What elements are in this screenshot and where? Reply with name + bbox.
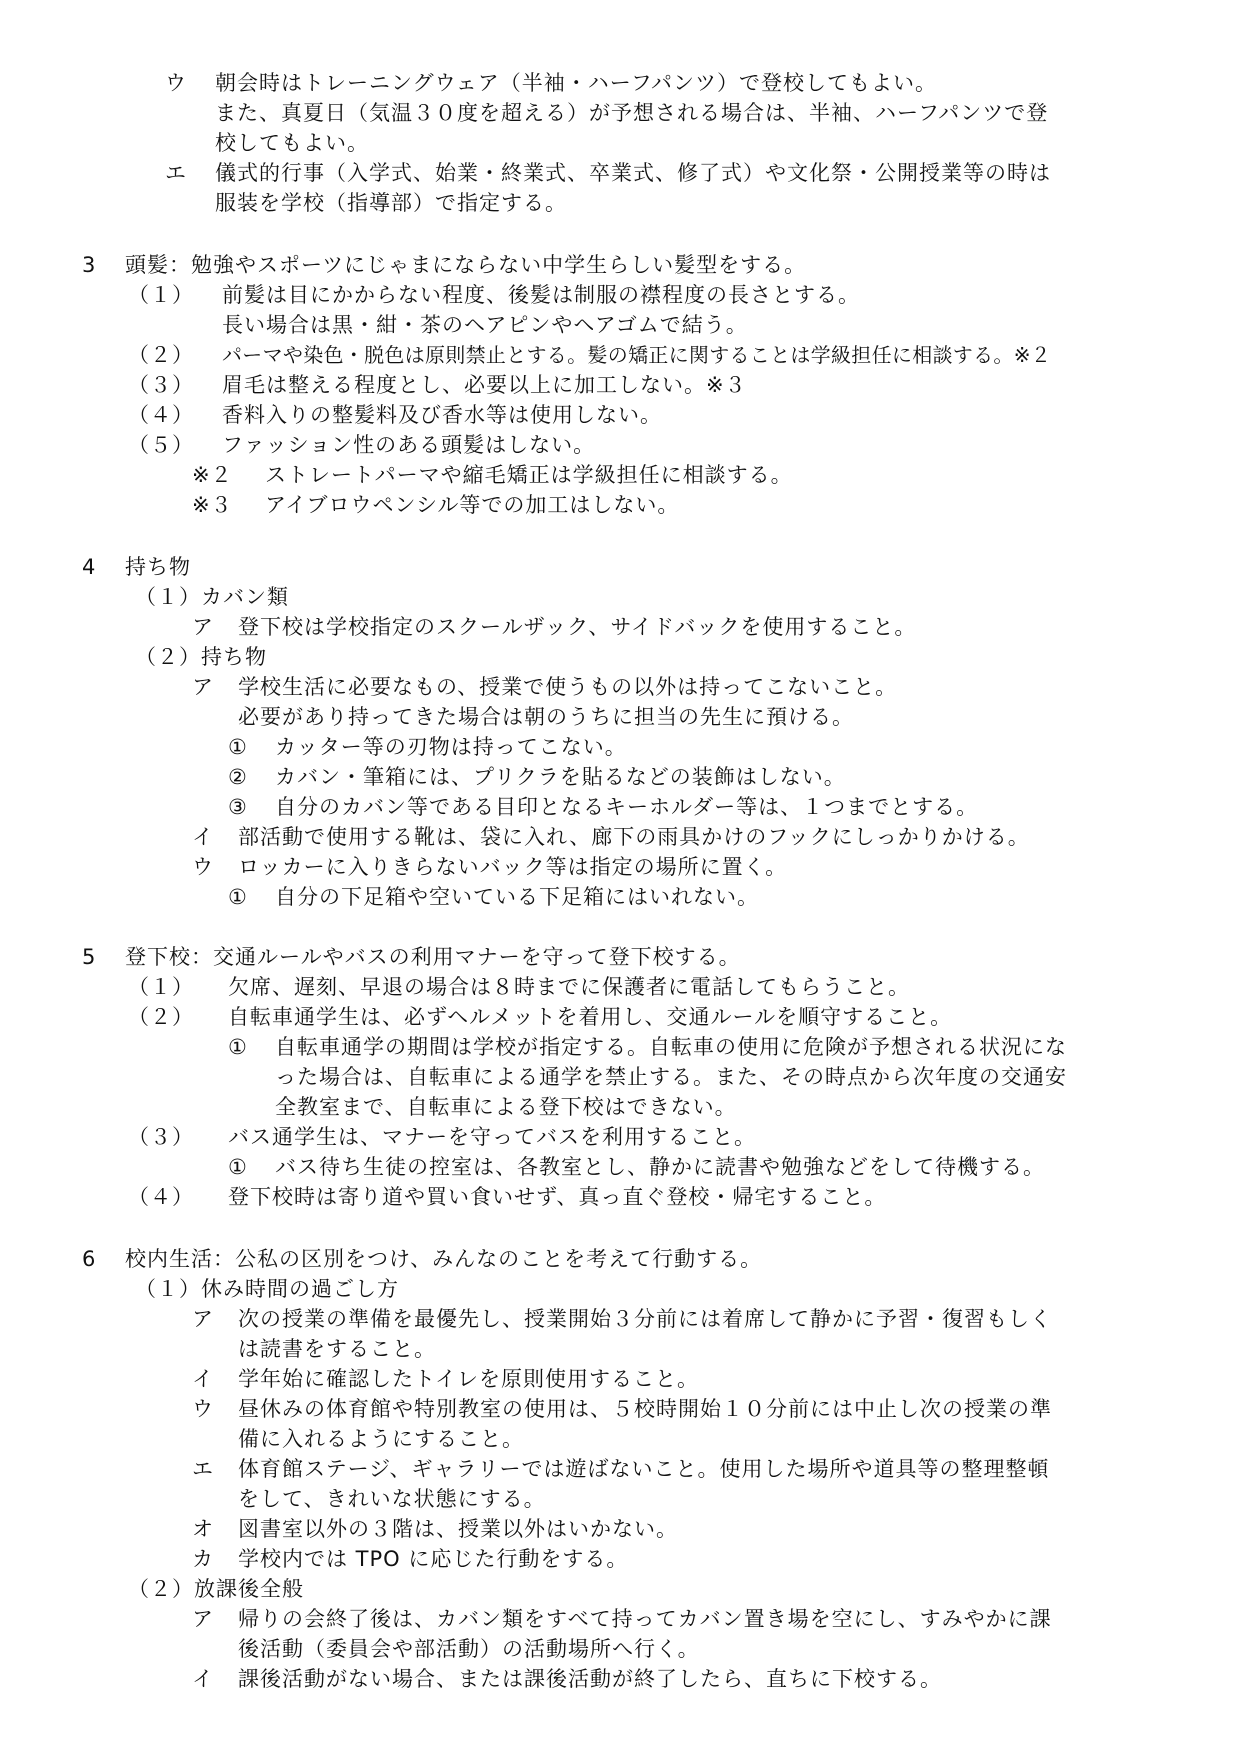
circled-marker: ① <box>228 1155 248 1179</box>
item-text-line: 次の授業の準備を最優先し、授業開始３分前には着席して静かに予習・復習もしく <box>238 1307 1052 1331</box>
item-marker: ア <box>192 1607 214 1631</box>
subsection-label: （２）持ち物 <box>135 645 267 669</box>
item-text: 学校内では TPO に応じた行動をする。 <box>238 1547 629 1571</box>
item-text: パーマや染色・脱色は原則禁止とする。髪の矯正に関することは学級担任に相談する。※２ <box>222 343 1052 367</box>
item-marker: ウ <box>192 1397 214 1421</box>
item-marker: イ <box>192 825 214 849</box>
item-marker: エ <box>192 1457 214 1481</box>
circled-marker: ① <box>228 885 248 909</box>
circled-marker: ③ <box>228 795 248 819</box>
note-marker: ※３ <box>192 493 233 517</box>
item-text: 図書室以外の３階は、授業以外はいかない。 <box>238 1517 678 1541</box>
item-text-line: 服装を学校（指導部）で指定する。 <box>215 191 567 215</box>
item-marker: （４） <box>128 1185 194 1209</box>
item-text: カッター等の刃物は持ってこない。 <box>275 735 627 759</box>
item-text: 部活動で使用する靴は、袋に入れ、廊下の雨具かけのフックにしっかりかける。 <box>238 825 1030 849</box>
subsection-label: （１）休み時間の過ごし方 <box>135 1277 399 1301</box>
note-marker: ※２ <box>192 463 233 487</box>
item-text-line: 儀式的行事（入学式、始業・終業式、卒業式、修了式）や文化祭・公開授業等の時は <box>215 161 1051 185</box>
item-text-line: 帰りの会終了後は、カバン類をすべて持ってカバン置き場を空にし、すみやかに課 <box>238 1607 1052 1631</box>
item-text-line: 前髪は目にかからない程度、後髪は制服の襟程度の長さとする。 <box>222 283 860 307</box>
item-marker: （２） <box>128 1005 194 1029</box>
item-text-line: は読書をすること。 <box>238 1337 436 1361</box>
item-marker: （３） <box>128 1125 194 1149</box>
item-text: 課後活動がない場合、または課後活動が終了したら、直ちに下校する。 <box>238 1667 942 1691</box>
section-number: 6 <box>82 1247 97 1271</box>
item-text-line: 必要があり持ってきた場合は朝のうちに担当の先生に預ける。 <box>238 705 854 729</box>
item-marker: （１） <box>128 975 194 999</box>
item-text-line: 昼休みの体育館や特別教室の使用は、５校時開始１０分前には中止し次の授業の準 <box>238 1397 1052 1421</box>
item-text: カバン・筆箱には、プリクラを貼るなどの装飾はしない。 <box>275 765 846 789</box>
item-text-line: 備に入れるようにすること。 <box>238 1427 524 1451</box>
item-text: 登下校は学校指定のスクールザック、サイドバックを使用すること。 <box>238 615 917 639</box>
item-marker: （２） <box>128 343 194 367</box>
item-marker: カ <box>192 1547 214 1571</box>
section-heading: 持ち物 <box>125 555 191 579</box>
item-marker: ア <box>192 675 214 699</box>
note-text: アイブロウペンシル等での加工はしない。 <box>265 493 680 517</box>
item-marker: イ <box>192 1367 214 1391</box>
item-text: バス待ち生徒の控室は、各教室とし、静かに読書や勉強などをして待機する。 <box>275 1155 1045 1179</box>
section-heading: 登下校：交通ルールやバスの利用マナーを守って登下校する。 <box>125 945 741 969</box>
item-text: 自転車通学生は、必ずヘルメットを着用し、交通ルールを順守すること。 <box>228 1005 953 1029</box>
item-text-line: をして、きれいな状態にする。 <box>238 1487 546 1511</box>
circled-marker: ② <box>228 765 248 789</box>
item-marker: （４） <box>128 403 194 427</box>
section-number: 5 <box>82 945 97 969</box>
item-text-line: 朝会時はトレーニングウェア（半袖・ハーフパンツ）で登校してもよい。 <box>215 71 938 95</box>
item-text: 欠席、遅刻、早退の場合は８時までに保護者に電話してもらうこと。 <box>228 975 910 999</box>
item-marker: （５） <box>128 433 194 457</box>
item-marker: ウ <box>165 71 187 95</box>
item-text-line: 学校生活に必要なもの、授業で使うもの以外は持ってこないこと。 <box>238 675 898 699</box>
note-text: ストレートパーマや縮毛矯正は学級担任に相談する。 <box>265 463 793 487</box>
item-text: ファッション性のある頭髪はしない。 <box>222 433 596 457</box>
item-marker: エ <box>165 161 187 185</box>
item-text: バス通学生は、マナーを守ってバスを利用すること。 <box>228 1125 756 1149</box>
item-marker: ア <box>192 615 214 639</box>
item-text-line: 自転車通学の期間は学校が指定する。自転車の使用に危険が予想される状況にな <box>275 1035 1067 1059</box>
section-number: 4 <box>82 555 97 579</box>
circled-marker: ① <box>228 735 248 759</box>
item-text-line: 校してもよい。 <box>215 131 369 155</box>
item-marker: ウ <box>192 855 214 879</box>
item-text: 自分のカバン等である目印となるキーホルダー等は、１つまでとする。 <box>275 795 979 819</box>
section-number: 3 <box>82 253 97 277</box>
item-text: 学年始に確認したトイレを原則使用すること。 <box>238 1367 699 1391</box>
item-text: 眉毛は整える程度とし、必要以上に加工しない。※３ <box>222 373 747 397</box>
circled-marker: ① <box>228 1035 248 1059</box>
item-text: 登下校時は寄り道や買い食いせず、真っ直ぐ登校・帰宅すること。 <box>228 1185 887 1209</box>
item-text: 香料入りの整髪料及び香水等は使用しない。 <box>222 403 662 427</box>
item-marker: イ <box>192 1667 214 1691</box>
item-text-line: また、真夏日（気温３０度を超える）が予想される場合は、半袖、ハーフパンツで登 <box>215 101 1049 125</box>
item-marker: ア <box>192 1307 214 1331</box>
section-heading: 頭髪：勉強やスポーツにじゃまにならない中学生らしい髪型をする。 <box>125 253 807 277</box>
item-text-line: 体育館ステージ、ギャラリーでは遊ばないこと。使用した場所や道具等の整理整頓 <box>238 1457 1050 1481</box>
section-heading: 校内生活：公私の区別をつけ、みんなのことを考えて行動する。 <box>125 1247 763 1271</box>
item-marker: （１） <box>128 283 194 307</box>
subsection-label: （２）放課後全般 <box>128 1577 304 1601</box>
item-text-line: 全教室まで、自転車による登下校はできない。 <box>275 1095 737 1119</box>
item-text: ロッカーに入りきらないバック等は指定の場所に置く。 <box>238 855 788 879</box>
item-text: 自分の下足箱や空いている下足箱にはいれない。 <box>275 885 759 909</box>
item-text-line: った場合は、自転車による通学を禁止する。また、その時点から次年度の交通安 <box>275 1065 1067 1089</box>
subsection-label: （１）カバン類 <box>135 585 289 609</box>
item-marker: オ <box>192 1517 214 1541</box>
item-text-line: 後活動（委員会や部活動）の活動場所へ行く。 <box>238 1637 700 1661</box>
item-text-line: 長い場合は黒・紺・茶のヘアピンやヘアゴムで結う。 <box>222 313 748 337</box>
item-marker: （３） <box>128 373 194 397</box>
